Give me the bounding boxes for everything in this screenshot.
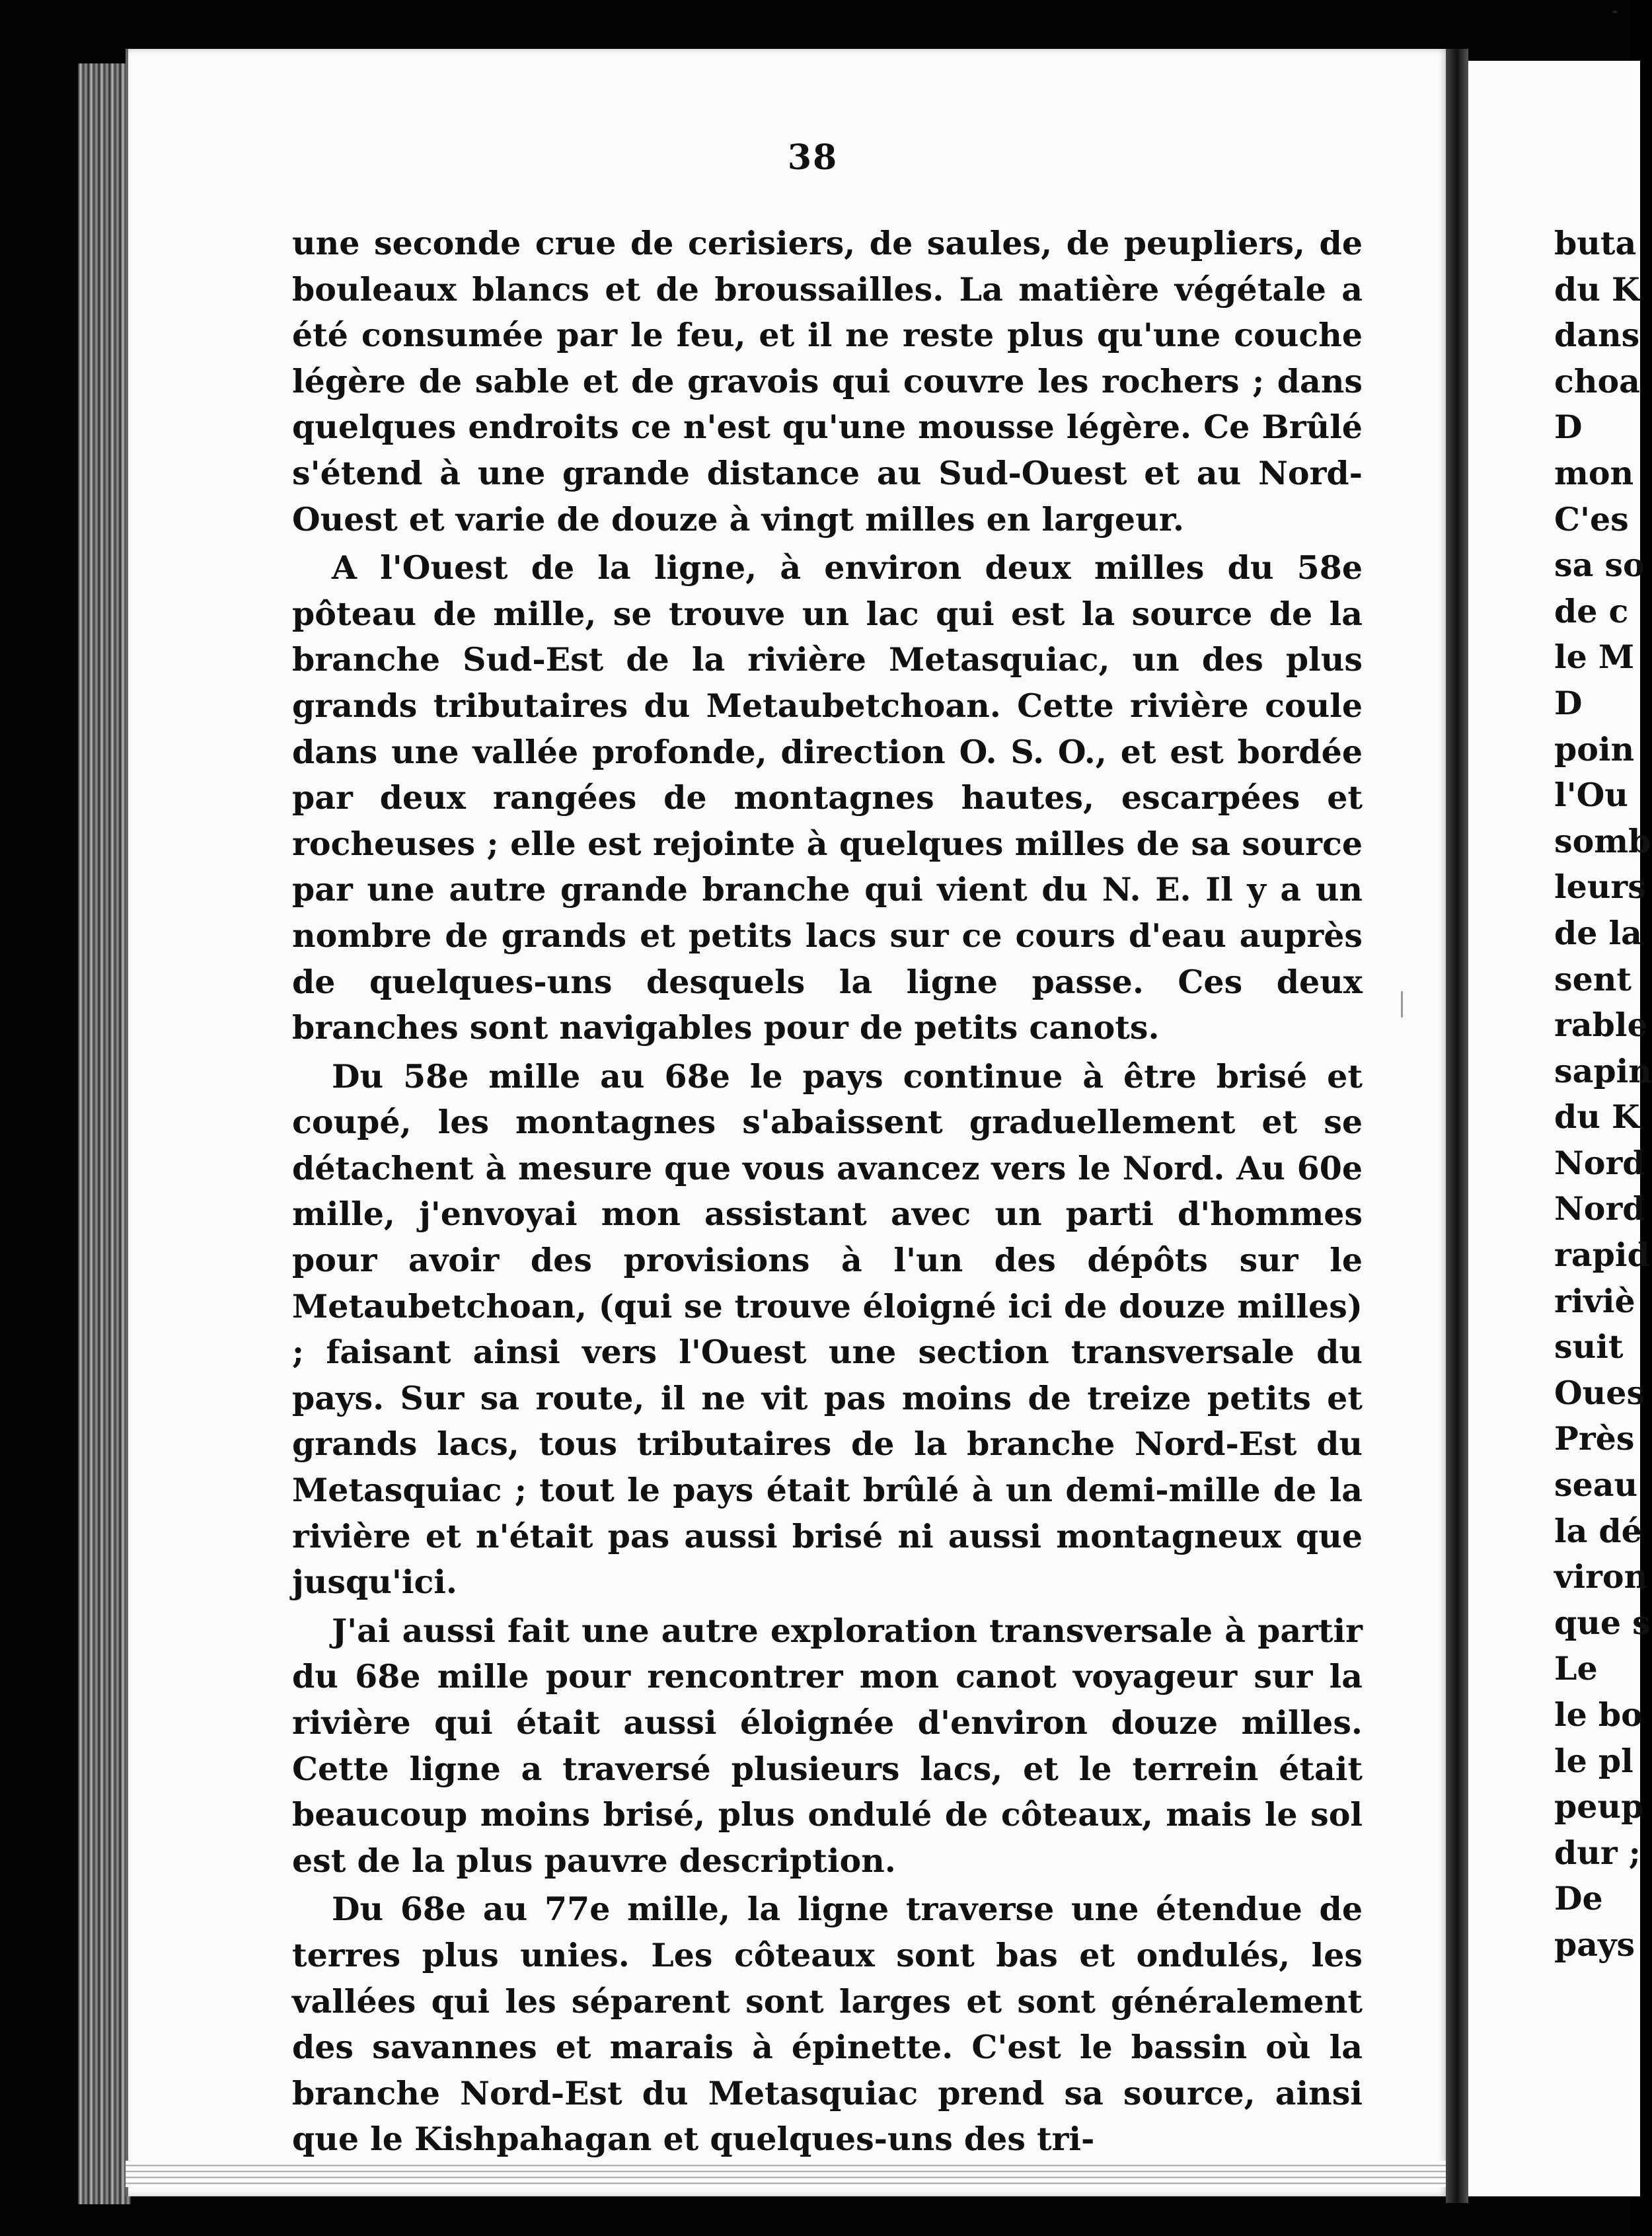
book-gutter bbox=[1446, 49, 1468, 2203]
right-page-line: Le bbox=[1554, 1649, 1598, 1688]
right-page-line: le M bbox=[1554, 638, 1635, 677]
right-page-line: Nord bbox=[1554, 1189, 1645, 1228]
right-page-line: De bbox=[1554, 1879, 1603, 1918]
paragraph: A l'Ouest de la ligne, à environ deux milles du 58e pôteau de mille, se trouve un lac qui est la source de la branche Sud-Est de la rivière Metasquiac, un des plus grands tributaires du Metaubetchoan. Cette rivière coule dans une vallée profonde, direction O. S. O., et est bordée par deux rangées de montagnes hautes, escarpées et rocheuses ; elle est rejointe à quelques milles de sa source par une autre grande branche qui vient du N. E. Il y a un nombre de grands et petits lacs sur ce cours d'eau auprès de quelques-uns desquels la ligne passe. Ces deux branches sont navigables pour de petits canots. bbox=[292, 548, 1363, 1047]
right-page-line: la dé bbox=[1554, 1511, 1642, 1550]
right-page-line: sapin bbox=[1554, 1051, 1652, 1090]
right-page-line: pays bbox=[1554, 1925, 1635, 1964]
right-page-line: D bbox=[1554, 683, 1583, 722]
paragraph: une seconde crue de cerisiers, de saules, de peupliers, de bouleaux blancs et de broussailles. La matière végétale a été consumée par le feu, et il ne reste plus qu'une couche légère de sable et de gravois qui couvre les rochers ; dans quelques endroits ce n'est qu'une mousse légère. Ce Brûlé s'étend à une grande distance au Sud-Ouest et au Nord-Ouest et varie de douze à vingt milles en largeur. bbox=[292, 224, 1363, 539]
right-page-line: peup bbox=[1554, 1787, 1644, 1826]
book-spine-edge bbox=[78, 63, 131, 2204]
right-page-text-fragments bbox=[1554, 221, 1652, 1968]
scan-speck bbox=[1401, 991, 1403, 1018]
right-page-line: l'Ou bbox=[1554, 776, 1628, 815]
right-page-line: Oues bbox=[1554, 1373, 1645, 1412]
right-page-line: buta bbox=[1554, 224, 1637, 262]
right-page-line: Nord bbox=[1554, 1143, 1645, 1182]
right-page-line: dur ; bbox=[1554, 1833, 1641, 1872]
right-page-line: que s bbox=[1554, 1603, 1651, 1642]
right-page-line: du K bbox=[1554, 1098, 1640, 1137]
right-page-line: C'es bbox=[1554, 500, 1629, 539]
right-page-line: choa bbox=[1554, 361, 1640, 400]
right-page-line: rapid bbox=[1554, 1236, 1650, 1275]
page-number: 38 bbox=[787, 137, 839, 178]
right-page-line: le pl bbox=[1554, 1741, 1633, 1780]
right-page-line: D bbox=[1554, 408, 1583, 447]
right-page-line: de c bbox=[1554, 591, 1629, 630]
right-page-line: Près bbox=[1554, 1419, 1635, 1458]
right-page-line: riviè bbox=[1554, 1281, 1635, 1320]
paragraph: Du 58e mille au 68e le pays continue à être brisé et coupé, les montagnes s'abaissent graduellement et se détachent à mesure que vous avancez vers le Nord. Au 60e mille, j'envoyai mon assistant avec un parti d'hommes pour avoir des provisions à l'un des dépôts sur le Metaubetchoan, (qui se trouve éloigné ici de douze milles) ; faisant ainsi vers l'Ouest une section transversale du pays. Sur sa route, il ne vit pas moins de treize petits et grands lacs, tous tributaires de la branche Nord-Est du Metasquiac ; tout le pays était brûlé à un demi-mille de la rivière et n'était pas aussi brisé ni aussi montagneux que jusqu'ici. bbox=[292, 1057, 1363, 1602]
right-page-line: viron bbox=[1554, 1557, 1648, 1596]
right-page-line: du K bbox=[1554, 270, 1640, 309]
right-page-line: sent bbox=[1554, 959, 1632, 998]
right-page-line: poin bbox=[1554, 729, 1635, 768]
right-page-line: le bo bbox=[1554, 1696, 1643, 1734]
paragraph: J'ai aussi fait une autre exploration transversale à partir du 68e mille pour rencontrer mon canot voyageur sur la rivière qui était aussi éloignée d'environ douze milles. Cette ligne a traversé plusieurs lacs, et le terrein était beaucoup moins brisé, plus ondulé de côteaux, mais le sol est de la plus pauvre description. bbox=[292, 1611, 1363, 1880]
scan-speck bbox=[1612, 11, 1618, 13]
right-page-line: de la bbox=[1554, 913, 1642, 952]
right-page-line: mon bbox=[1554, 453, 1634, 492]
paragraph: Du 68e au 77e mille, la ligne traverse une étendue de terres plus unies. Les côteaux sont bas et ondulés, les vallées qui les séparent sont larges et sont généralement des savannes et marais à épinette. C'est le bassin où la branche Nord-Est du Metasquiac prend sa source, ainsi que le Kishpahagan et quelques-uns des tri- bbox=[292, 1890, 1363, 2159]
right-page-line: somb bbox=[1554, 821, 1651, 860]
right-page-line: seau bbox=[1554, 1466, 1638, 1505]
right-page-line: sa so bbox=[1554, 546, 1645, 585]
right-page-line: rable bbox=[1554, 1006, 1648, 1045]
right-page-line: leurs bbox=[1554, 868, 1646, 907]
right-page-line: dans bbox=[1554, 316, 1640, 355]
page-body-text bbox=[292, 221, 1363, 2165]
right-page-line: suit bbox=[1554, 1327, 1624, 1366]
